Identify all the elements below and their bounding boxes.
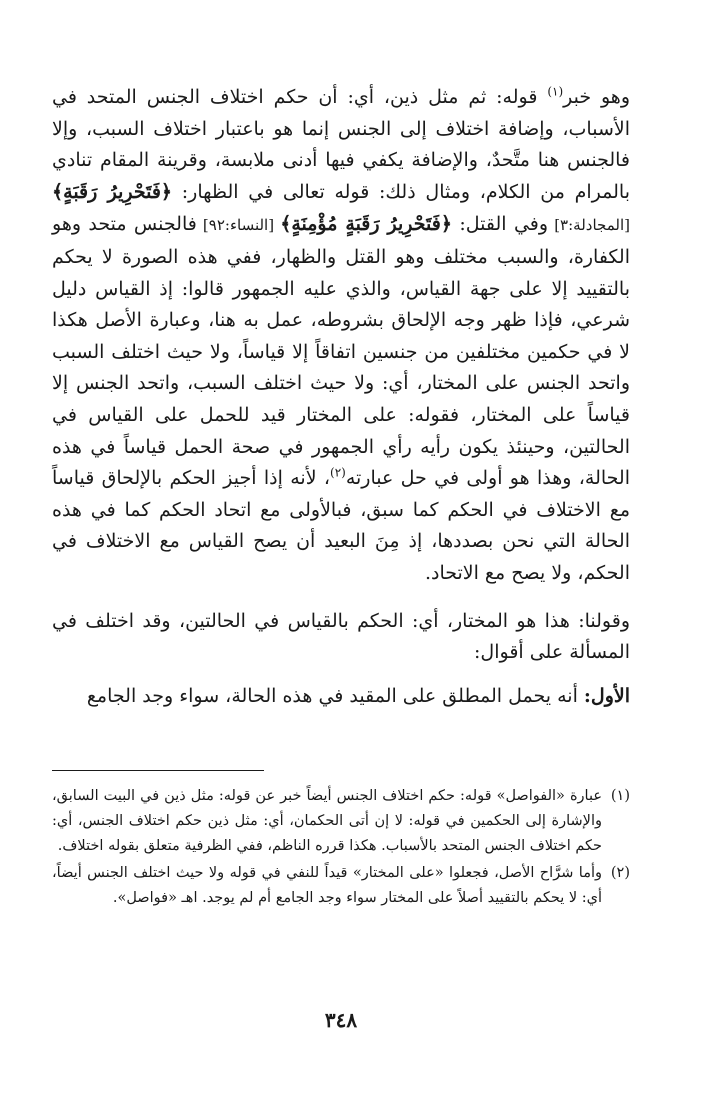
body-paragraph-3 [52,681,630,713]
paragraph-1-lead: وهو خبر [563,86,630,108]
paragraph-1-text-c: فالجنس متحد وهو الكفارة، والسبب مختلف وهو القتل والظهار، ففي هذه الصورة لا يحكم بالتقييد إلا على جهة القياس، والذي عليه الجمهور قالوا: إذ القياس دليل شرعي، فإذا ظهر وجه الإلحاق بشروطه، عمل به هنا، وعبارة الأصل هكذا لا في حكمين مختلفين من جنسين اتفاقاً إلا قياساً، ولا حيث اختلف السبب واتحد الجنس على المختار، أي: ولا حيث اختلف السبب، واتحد الجنس إلا قياساً على المختار، فقوله: على المختار قيد للحمل على القياس في الحالتين، وحينئذ يكون رأيه رأي الجمهور في صحة الحمل قياساً في هذه الحالة، وهذا هو أولى في حل عبارته [52,213,630,490]
page-number: ٣٤٨ [324,1008,358,1032]
footnote-2-text: وأما شرَّاح الأصل، فجعلوا «على المختار» قيداً للنفي في قوله ولا حيث اختلف الجنس أيضاً، أي: لا يحكم بالتقييد أصلاً على المختار سواء وجد الجامع أم لم يوجد. اهـ «فواصل». [52,865,602,906]
footnote-1 [52,784,630,859]
paragraph-3-lead: الأول: [583,684,630,707]
quran-verse-1: ﴿فَتَحْرِيرُ رَقَبَةٍ﴾ [52,180,173,203]
paragraph-1-text-b: وفي القتل: [452,213,549,236]
footnote-separator [52,770,264,771]
quran-verse-2: ﴿فَتَحْرِيرُ رَقَبَةٍ مُؤْمِنَةٍ﴾ [280,213,452,236]
paragraph-3-text: أنه يحمل المطلق على المقيد في هذه الحالة، سواء وجد الجامع [86,684,584,707]
footnotes [52,784,630,913]
body-paragraph-2: وقولنا: هذا هو المختار، أي: الحكم بالقياس في الحالتين، وقد اختلف في المسألة على أقوال: [52,609,630,664]
book-page [52,82,630,1032]
footnote-ref-2: (٢) [330,465,346,480]
paragraph-1-text-d: ، لأنه إذا أجيز الحكم بالإلحاق قياساً مع الاختلاف في الحكم كما سبق، فبالأولى مع اتحاد الحكم كما في هذه الحالة التي نحن بصددها، إذ مِنَ البعيد أن يصح القياس مع الاختلاف في الحكم، ولا يصح مع الاتحاد. [52,467,630,584]
paragraph-1-text-a: قوله: ثم مثل ذين، أي: أن حكم اختلاف الجنس المتحد في الأسباب، وإضافة اختلاف إلى الجنس إنما هو باعتبار اختلاف السبب، وإلا فالجنس هنا متَّحدٌ، والإضافة يكفي فيها أدنى ملابسة، وقرينة المقام تنادي بالمرام من الكلام، ومثال ذلك: قوله تعالى في الظهار: [52,86,630,203]
body-paragraph-1 [52,82,630,590]
footnote-1-number: (١) [610,788,630,804]
footnote-2-number: (٢) [610,865,630,881]
footnote-1-text: عبارة «الفواصل» قوله: حكم اختلاف الجنس أيضاً خبر عن قوله: مثل ذين في البيت السابق، والإشارة إلى الحكمين في قوله: لا إن أتى الحكمان، أي: مثل ذين حكم اختلاف الجنس، أي: حكم اختلاف الجنس المتحد بالأسباب. هكذا قرره الناظم، ففي الظرفية متعلق بقوله اختلاف. [52,788,602,854]
footnote-2 [52,861,630,911]
verse-reference-2: [النساء:٩٢] [196,216,281,235]
verse-reference-1: [المجادلة:٣] [548,216,630,235]
footnote-ref-1: (١) [547,84,564,99]
